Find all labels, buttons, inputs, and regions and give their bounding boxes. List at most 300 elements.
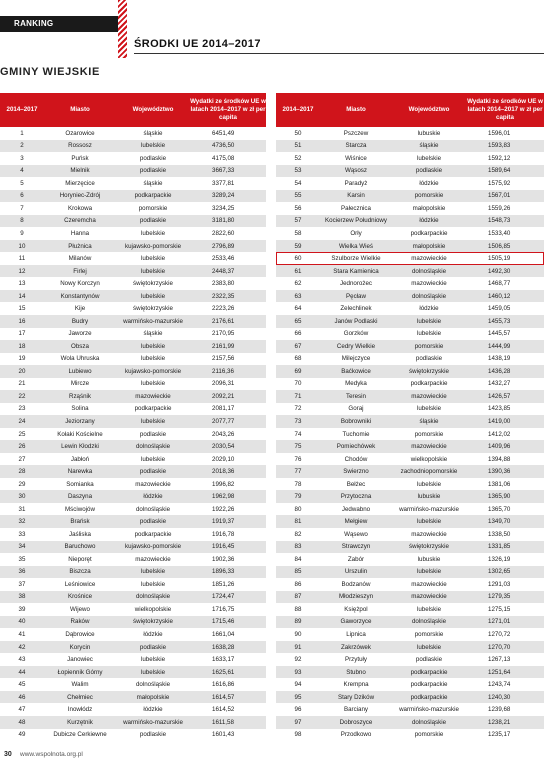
table-row xyxy=(0,616,266,629)
cell-voivodeship: lubelskie xyxy=(140,355,166,363)
cell-city: Milejczyce xyxy=(341,355,371,363)
cell-value: 1326,19 xyxy=(488,555,511,563)
cell-city: Zabór xyxy=(347,555,365,563)
cell-voivodeship: dolnośląskie xyxy=(411,718,447,726)
cell-rank: 5 xyxy=(20,179,24,187)
table-row xyxy=(0,729,266,742)
cell-rank: 17 xyxy=(18,330,26,338)
cell-value: 1962,98 xyxy=(212,493,235,501)
cell-voivodeship: śląskie xyxy=(419,417,439,425)
table-row xyxy=(0,465,266,478)
table-row xyxy=(276,691,544,704)
cell-city: Wiśnice xyxy=(345,154,367,162)
cell-voivodeship: lubelskie xyxy=(416,643,442,651)
cell-city: Wijewo xyxy=(70,605,90,613)
cell-value: 3181,80 xyxy=(212,217,235,225)
cell-voivodeship: lubelskie xyxy=(416,405,442,413)
cell-voivodeship: lubelskie xyxy=(140,568,166,576)
cell-voivodeship: kujawsko-pomorskie xyxy=(124,367,182,375)
cell-rank: 98 xyxy=(294,731,302,739)
cell-voivodeship: lubuskie xyxy=(417,129,441,137)
cell-rank: 43 xyxy=(18,656,26,664)
cell-voivodeship: lubelskie xyxy=(140,455,166,463)
table-row xyxy=(276,315,544,328)
cell-voivodeship: lubelskie xyxy=(140,580,166,588)
cell-city: Daszyna xyxy=(67,493,93,501)
cell-voivodeship: lubuskie xyxy=(417,555,441,563)
table-row xyxy=(0,440,266,453)
table-row xyxy=(276,252,544,265)
cell-rank: 68 xyxy=(294,355,302,363)
cell-city: Nieporęt xyxy=(68,555,92,563)
cell-voivodeship: podlaskie xyxy=(415,656,443,664)
cell-rank: 2 xyxy=(20,142,24,150)
cell-voivodeship: świętokrzyskie xyxy=(409,543,449,551)
cell-value: 1419,00 xyxy=(488,417,511,425)
table-row xyxy=(0,390,266,403)
cell-rank: 60 xyxy=(294,255,302,263)
cell-value: 1243,74 xyxy=(488,681,511,689)
cell-rank: 34 xyxy=(18,543,26,551)
cell-value: 3377,81 xyxy=(212,179,235,187)
cell-voivodeship: warmińsko-mazurskie xyxy=(399,505,459,513)
cell-voivodeship: lubelskie xyxy=(416,317,442,325)
cell-value: 1239,68 xyxy=(488,706,511,714)
cell-value: 1567,01 xyxy=(488,192,511,200)
title-divider xyxy=(134,53,544,54)
cell-rank: 27 xyxy=(18,455,26,463)
cell-value: 1614,52 xyxy=(212,706,235,714)
cell-city: Lewin Kłodzki xyxy=(61,443,99,451)
cell-city: Dobroszyce xyxy=(339,718,373,726)
cell-rank: 14 xyxy=(18,292,26,300)
header-city: Miasto xyxy=(70,105,90,113)
table-row xyxy=(276,215,544,228)
cell-voivodeship: mazowieckie xyxy=(135,480,171,488)
cell-rank: 3 xyxy=(20,154,24,162)
cell-city: Jeziorzany xyxy=(65,417,95,425)
cell-value: 2161,99 xyxy=(212,342,235,350)
cell-value: 1460,12 xyxy=(488,292,511,300)
cell-value: 1432,27 xyxy=(488,380,511,388)
cell-rank: 54 xyxy=(294,179,302,187)
cell-voivodeship: lubelskie xyxy=(416,480,442,488)
cell-value: 1409,96 xyxy=(488,443,511,451)
cell-voivodeship: podkarpackie xyxy=(410,380,448,388)
cell-city: Jabłoń xyxy=(70,455,90,463)
cell-voivodeship: małopolskie xyxy=(136,693,170,701)
cell-voivodeship: podkarpackie xyxy=(410,230,448,238)
cell-city: Barciany xyxy=(343,706,369,714)
cell-rank: 74 xyxy=(294,430,302,438)
cell-city: Karsin xyxy=(347,192,365,200)
table-row xyxy=(0,328,266,341)
table-row xyxy=(276,478,544,491)
cell-voivodeship: warmińsko-mazurskie xyxy=(123,718,183,726)
cell-rank: 65 xyxy=(294,317,302,325)
table-row xyxy=(276,603,544,616)
cell-rank: 44 xyxy=(18,668,26,676)
table-row xyxy=(276,440,544,453)
cell-value: 2081,17 xyxy=(212,405,235,413)
table-row xyxy=(276,127,544,140)
cell-voivodeship: dolnośląskie xyxy=(135,443,171,451)
table-row xyxy=(276,503,544,516)
cell-rank: 46 xyxy=(18,693,26,701)
table-row xyxy=(0,716,266,729)
cell-city: Pszczew xyxy=(343,129,369,137)
table-row xyxy=(0,403,266,416)
ranking-tab: RANKING xyxy=(0,16,118,32)
table-row xyxy=(0,302,266,315)
table-row xyxy=(0,553,266,566)
table-row xyxy=(0,628,266,641)
cell-rank: 96 xyxy=(294,706,302,714)
cell-voivodeship: mazowieckie xyxy=(135,555,171,563)
cell-value: 1533,40 xyxy=(488,230,511,238)
cell-value: 1592,12 xyxy=(488,154,511,162)
cell-city: Obsza xyxy=(71,342,89,350)
cell-city: Puńsk xyxy=(71,154,89,162)
table-row xyxy=(276,541,544,554)
cell-rank: 57 xyxy=(294,217,302,225)
cell-value: 2448,37 xyxy=(212,267,235,275)
cell-rank: 67 xyxy=(294,342,302,350)
header-value: Wydatki ze środków UE w latach 2014–2017 w zł per capita xyxy=(190,97,266,122)
cell-city: Pomiechówek xyxy=(336,443,376,451)
cell-rank: 23 xyxy=(18,405,26,413)
cell-rank: 61 xyxy=(294,267,302,275)
cell-city: Łopiennik Górny xyxy=(57,668,103,676)
cell-city: Zakrzówek xyxy=(341,643,371,651)
cell-value: 1716,75 xyxy=(212,605,235,613)
cell-voivodeship: łódzkie xyxy=(143,631,163,639)
cell-value: 1625,61 xyxy=(212,668,235,676)
cell-rank: 72 xyxy=(294,405,302,413)
table-row xyxy=(276,378,544,391)
table-row xyxy=(0,127,266,140)
table-row xyxy=(276,240,544,253)
cell-city: Mierzęcice xyxy=(65,179,95,187)
cell-city: Leśniowice xyxy=(64,580,96,588)
table-row xyxy=(0,227,266,240)
cell-rank: 71 xyxy=(294,392,302,400)
cell-value: 3667,33 xyxy=(212,167,235,175)
cell-city: Brańsk xyxy=(70,518,90,526)
cell-value: 1235,17 xyxy=(488,731,511,739)
cell-rank: 63 xyxy=(294,292,302,300)
cell-voivodeship: mazowieckie xyxy=(411,392,447,400)
cell-voivodeship: podkarpackie xyxy=(410,693,448,701)
cell-city: Jaworze xyxy=(68,330,92,338)
cell-rank: 25 xyxy=(18,430,26,438)
cell-value: 2383,80 xyxy=(212,280,235,288)
cell-value: 2116,36 xyxy=(212,367,234,375)
cell-rank: 16 xyxy=(18,317,26,325)
table-row xyxy=(0,378,266,391)
cell-rank: 13 xyxy=(18,280,26,288)
table-row xyxy=(276,490,544,503)
cell-value: 1601,43 xyxy=(212,731,235,739)
table-row xyxy=(0,591,266,604)
cell-city: Raków xyxy=(70,618,90,626)
table-row xyxy=(0,515,266,528)
cell-rank: 95 xyxy=(294,693,302,701)
cell-value: 1302,65 xyxy=(488,568,511,576)
cell-voivodeship: lubelskie xyxy=(140,292,166,300)
table-row xyxy=(276,553,544,566)
table-row xyxy=(276,666,544,679)
cell-value: 1271,01 xyxy=(488,618,511,626)
cell-rank: 93 xyxy=(294,668,302,676)
cell-city: Księżpol xyxy=(344,605,368,613)
cell-city: Wąsewo xyxy=(344,530,368,538)
cell-rank: 22 xyxy=(18,392,26,400)
cell-rank: 26 xyxy=(18,443,26,451)
table-row xyxy=(276,528,544,541)
cell-value: 1438,19 xyxy=(488,355,511,363)
page-number: 30 xyxy=(4,751,12,758)
table-row xyxy=(0,678,266,691)
cell-value: 1459,05 xyxy=(488,305,511,313)
cell-rank: 88 xyxy=(294,605,302,613)
table-row xyxy=(0,578,266,591)
cell-value: 1365,90 xyxy=(488,493,511,501)
table-row xyxy=(0,453,266,466)
table-row xyxy=(0,290,266,303)
cell-voivodeship: śląskie xyxy=(143,129,163,137)
cell-value: 1996,82 xyxy=(212,480,235,488)
cell-value: 1238,21 xyxy=(488,718,511,726)
cell-voivodeship: podlaskie xyxy=(139,154,167,162)
cell-rank: 33 xyxy=(18,530,26,538)
cell-value: 1445,57 xyxy=(488,330,511,338)
table-row xyxy=(276,653,544,666)
cell-voivodeship: pomorskie xyxy=(414,342,444,350)
cell-value: 1365,70 xyxy=(488,505,511,513)
cell-voivodeship: pomorskie xyxy=(138,204,168,212)
cell-voivodeship: podlaskie xyxy=(139,468,167,476)
table-row xyxy=(276,515,544,528)
cell-voivodeship: lubelskie xyxy=(140,656,166,664)
cell-rank: 47 xyxy=(18,706,26,714)
page-title: ŚRODKI UE 2014–2017 xyxy=(134,38,261,50)
table-row xyxy=(276,641,544,654)
cell-city: Solina xyxy=(71,405,89,413)
cell-voivodeship: podkarpackie xyxy=(410,681,448,689)
cell-city: Janowiec xyxy=(67,656,93,664)
table-row xyxy=(0,653,266,666)
table-row xyxy=(0,353,266,366)
cell-rank: 91 xyxy=(294,643,302,651)
cell-rank: 45 xyxy=(18,681,26,689)
cell-rank: 10 xyxy=(18,242,26,250)
cell-voivodeship: mazowieckie xyxy=(411,443,447,451)
table-row xyxy=(276,591,544,604)
cell-value: 1548,73 xyxy=(488,217,511,225)
cell-voivodeship: podlaskie xyxy=(139,167,167,175)
table-row xyxy=(276,729,544,742)
table-row xyxy=(276,703,544,716)
cell-city: Lipnica xyxy=(346,631,366,639)
cell-city: Młodzieszyn xyxy=(338,593,374,601)
cell-voivodeship: podlaskie xyxy=(415,167,443,175)
cell-city: Bełżec xyxy=(346,480,366,488)
cell-value: 1412,02 xyxy=(488,430,511,438)
table-row xyxy=(276,302,544,315)
table-row xyxy=(0,541,266,554)
cell-value: 1291,03 xyxy=(488,580,511,588)
table-row xyxy=(0,566,266,579)
table-row xyxy=(0,202,266,215)
cell-voivodeship: podlaskie xyxy=(139,643,167,651)
cell-voivodeship: lubelskie xyxy=(140,380,166,388)
cell-city: Strawczyn xyxy=(341,543,371,551)
cell-city: Rossosz xyxy=(68,142,92,150)
cell-city: Świerzno xyxy=(343,468,369,476)
cell-rank: 42 xyxy=(18,643,26,651)
cell-voivodeship: podlaskie xyxy=(139,518,167,526)
cell-voivodeship: warmińsko-mazurskie xyxy=(399,706,459,714)
cell-rank: 84 xyxy=(294,555,302,563)
cell-value: 1270,70 xyxy=(488,643,511,651)
cell-value: 4736,50 xyxy=(212,142,235,150)
cell-rank: 11 xyxy=(18,255,26,263)
cell-rank: 70 xyxy=(294,380,302,388)
cell-value: 1575,92 xyxy=(488,179,511,187)
cell-value: 1559,26 xyxy=(488,204,511,212)
header-value: Wydatki ze środków UE w latach 2014–2017 w zł per capita xyxy=(467,97,543,122)
cell-voivodeship: świętokrzyskie xyxy=(409,367,449,375)
cell-rank: 85 xyxy=(294,568,302,576)
table-row xyxy=(276,177,544,190)
cell-voivodeship: podlaskie xyxy=(415,355,443,363)
cell-rank: 59 xyxy=(294,242,302,250)
cell-rank: 58 xyxy=(294,230,302,238)
table-row xyxy=(276,403,544,416)
table-row xyxy=(276,265,544,278)
table-row xyxy=(0,265,266,278)
table-row xyxy=(276,578,544,591)
cell-city: Pałecznica xyxy=(341,204,371,212)
cell-voivodeship: mazowieckie xyxy=(135,392,171,400)
table-row xyxy=(276,328,544,341)
cell-rank: 41 xyxy=(18,631,26,639)
cell-city: Inowłódz xyxy=(67,706,93,714)
cell-city: Przytuły xyxy=(344,656,367,664)
cell-voivodeship: lubelskie xyxy=(416,518,442,526)
cell-city: Stara Kamienica xyxy=(333,267,379,275)
cell-city: Gorzków xyxy=(343,330,369,338)
table-row xyxy=(0,603,266,616)
cell-rank: 79 xyxy=(294,493,302,501)
cell-value: 1240,30 xyxy=(488,693,511,701)
cell-voivodeship: podkarpackie xyxy=(134,192,172,200)
cell-city: Wola Uhruska xyxy=(60,355,100,363)
cell-value: 1916,78 xyxy=(212,530,235,538)
cell-voivodeship: lubelskie xyxy=(140,230,166,238)
cell-city: Płużnica xyxy=(68,242,92,250)
cell-voivodeship: łódzkie xyxy=(143,706,163,714)
table-row xyxy=(0,428,266,441)
cell-city: Baćkowice xyxy=(341,367,371,375)
cell-city: Jednorożec xyxy=(340,280,372,288)
cell-value: 1506,85 xyxy=(488,242,511,250)
table-body-right xyxy=(276,127,544,741)
cell-city: Starcza xyxy=(345,142,367,150)
cell-voivodeship: małopolskie xyxy=(412,242,446,250)
cell-voivodeship: lubuskie xyxy=(417,493,441,501)
cell-value: 2030,54 xyxy=(212,443,235,451)
cell-city: Orły xyxy=(350,230,362,238)
cell-voivodeship: pomorskie xyxy=(414,631,444,639)
cell-city: Walim xyxy=(71,681,89,689)
cell-voivodeship: świętokrzyskie xyxy=(133,305,173,313)
cell-voivodeship: lubelskie xyxy=(416,605,442,613)
cell-value: 1922,26 xyxy=(212,505,235,513)
table-row xyxy=(276,353,544,366)
cell-value: 1423,85 xyxy=(488,405,511,413)
cell-rank: 75 xyxy=(294,443,302,451)
cell-value: 1492,30 xyxy=(488,267,511,275)
cell-city: Jaśliska xyxy=(68,530,91,538)
cell-rank: 66 xyxy=(294,330,302,338)
cell-rank: 90 xyxy=(294,631,302,639)
table-row xyxy=(276,453,544,466)
cell-rank: 18 xyxy=(18,342,26,350)
cell-voivodeship: lubelskie xyxy=(140,417,166,425)
cell-city: Kije xyxy=(74,305,86,313)
cell-value: 2533,46 xyxy=(212,255,235,263)
cell-city: Jedwabno xyxy=(341,505,371,513)
cell-rank: 32 xyxy=(18,518,26,526)
cell-city: Milanów xyxy=(68,255,92,263)
cell-value: 1593,83 xyxy=(488,142,511,150)
cell-rank: 80 xyxy=(294,505,302,513)
cell-voivodeship: podkarpackie xyxy=(410,668,448,676)
cell-value: 1616,86 xyxy=(212,681,235,689)
cell-voivodeship: warmińsko-mazurskie xyxy=(123,317,183,325)
cell-value: 1381,06 xyxy=(488,480,511,488)
cell-city: Przytoczna xyxy=(340,493,372,501)
cell-city: Firlej xyxy=(73,267,87,275)
cell-city: Cedry Wielkie xyxy=(336,342,376,350)
table-row xyxy=(276,227,544,240)
cell-city: Medyka xyxy=(345,380,367,388)
cell-city: Urszulin xyxy=(344,568,368,576)
table-row xyxy=(276,465,544,478)
cell-city: Chełmiec xyxy=(67,693,93,701)
cell-city: Budry xyxy=(71,317,89,325)
cell-rank: 55 xyxy=(294,192,302,200)
cell-value: 2018,36 xyxy=(212,468,235,476)
cell-rank: 77 xyxy=(294,468,302,476)
cell-value: 2096,31 xyxy=(212,380,235,388)
cell-rank: 53 xyxy=(294,167,302,175)
table-row xyxy=(0,190,266,203)
cell-value: 1851,26 xyxy=(212,580,235,588)
cell-city: Horyniec-Zdrój xyxy=(59,192,101,200)
cell-voivodeship: mazowieckie xyxy=(411,255,447,263)
cell-city: Dąbrowice xyxy=(65,631,95,639)
cell-rank: 20 xyxy=(18,367,26,375)
cell-city: Mściwojów xyxy=(65,505,95,513)
table-row xyxy=(0,490,266,503)
cell-city: Tuchomie xyxy=(342,430,370,438)
cell-value: 1724,47 xyxy=(212,593,235,601)
cell-city: Janów Podlaski xyxy=(334,317,378,325)
cell-rank: 4 xyxy=(20,167,24,175)
